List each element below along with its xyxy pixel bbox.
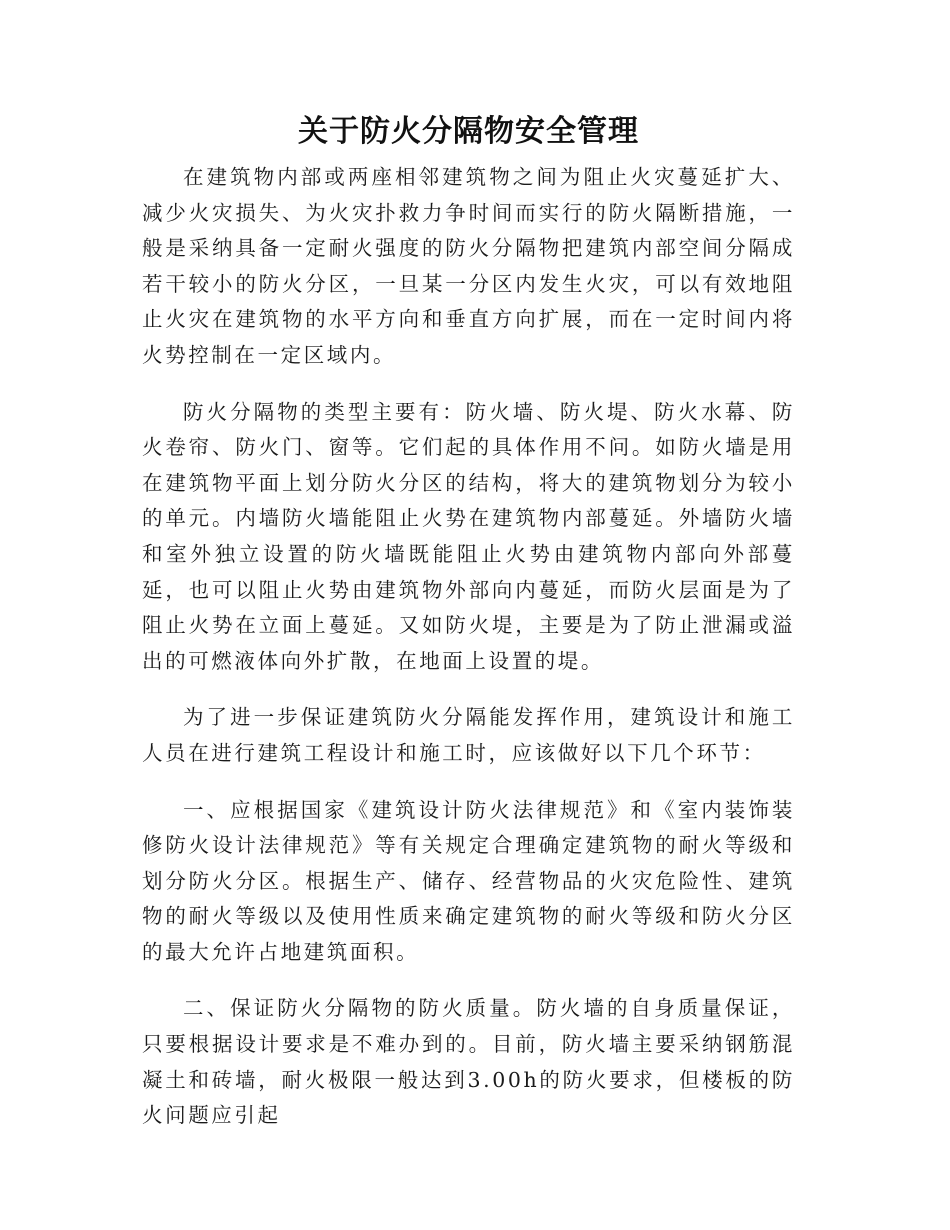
document-title: 关于防火分隔物安全管理	[298, 114, 639, 149]
paragraph-steps-intro: 为了进一步保证建筑防火分隔能发挥作用，建筑设计和施工人员在进行建筑工程设计和施工时，应该做好以下几个环节：	[142, 705, 795, 765]
paragraph-step-one: 一、应根据国家《建筑设计防火法律规范》和《室内装饰装修防火设计法律规范》等有关规定合理确定建筑物的耐火等级和划分防火分区。根据生产、储存、经营物品的火灾危险性、建筑物的耐火等级以及使用性质来确定建筑物的耐火等级和防火分区的最大允许占地建筑面积。	[142, 797, 795, 964]
paragraph-types: 防火分隔物的类型主要有：防火墙、防火堤、防火水幕、防火卷帘、防火门、窗等。它们起的具体作用不问。如防火墙是用在建筑物平面上划分防火分区的结构，将大的建筑物划分为较小的单元。内墙防火墙能阻止火势在建筑物内部蔓延。外墙防火墙和室外独立设置的防火墙既能阻止火势由建筑物内部向外部蔓延，也可以阻止火势由建筑物外部向内蔓延，而防火层面是为了阻止火势在立面上蔓延。又如防火堤，主要是为了防止泄漏或溢出的可燃液体向外扩散，在地面上设置的堤。	[142, 399, 795, 673]
paragraph-step-two: 二、保证防火分隔物的防火质量。防火墙的自身质量保证，只要根据设计要求是不难办到的。目前，防火墙主要采纳钢筋混凝土和砖墙，耐火极限一般达到3.00h的防火要求，但楼板的防火问题应引起	[142, 996, 795, 1128]
paragraph-intro: 在建筑物内部或两座相邻建筑物之间为阻止火灾蔓延扩大、减少火灾损失、为火灾扑救力争时间而实行的防火隔断措施，一般是采纳具备一定耐火强度的防火分隔物把建筑内部空间分隔成若干较小的防火分区，一旦某一分区内发生火灾，可以有效地阻止火灾在建筑物的水平方向和垂直方向扩展，而在一定时间内将火势控制在一定区域内。	[142, 165, 795, 367]
